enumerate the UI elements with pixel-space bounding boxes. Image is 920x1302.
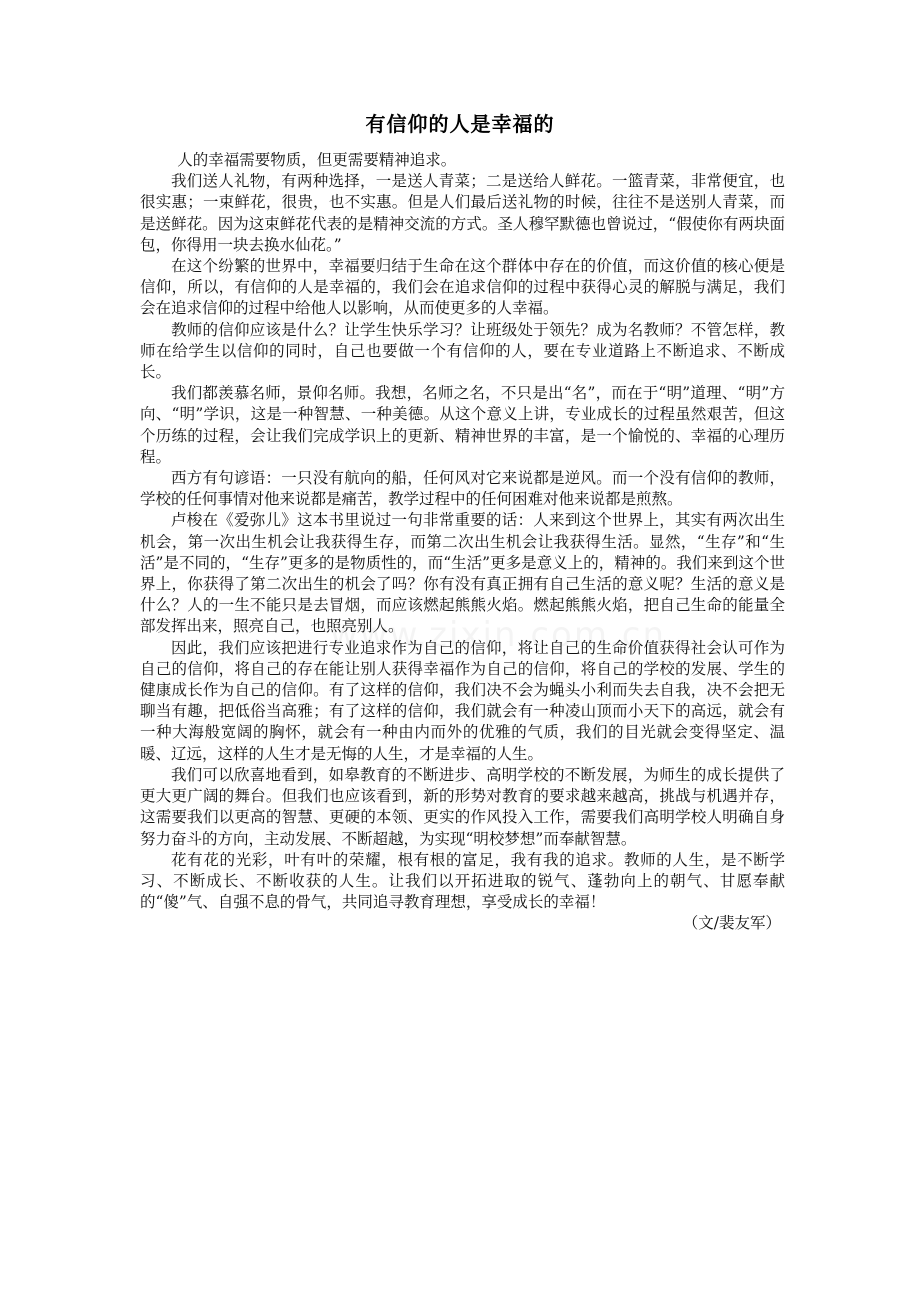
paragraph: 我们都羡慕名师，景仰名师。我想，名师之名，不只是出“名”，而在于“明”道理、“明”方向、“明”学识，这是一种智慧、一种美德。从这个意义上讲，专业成长的过程虽然艰苦，但这个历练的过程，会让我们完成学识上的更新、精神世界的丰富，是一个愉悦的、幸福的心理历程。 — [140, 384, 785, 466]
paragraph: 我们送人礼物，有两种选择，一是送人青菜；二是送给人鲜花。一篮青菜，非常便宜，也很实惠；一束鲜花，很贵，也不实惠。但是人们最后送礼物的时候，往往不是送别人青菜，而是送鲜花。因为这束鲜花代表的是精神交流的方式。圣人穆罕默德也曾说过，“假使你有两块面包，你得用一块去换水仙花。” — [140, 172, 785, 254]
author-signature: （文/裴友军） — [682, 914, 781, 933]
paragraph: 在这个纷繁的世界中，幸福要归结于生命在这个群体中存在的价值，而这价值的核心便是信仰，所以，有信仰的人是幸福的，我们会在追求信仰的过程中获得心灵的解脱与满足，我们会在追求信仰的过程中给他人以影响，从而使更多的人幸福。 — [140, 257, 785, 318]
paragraph: 因此，我们应该把进行专业追求作为自己的信仰，将让自己的生命价值获得社会认可作为自己的信仰，将自己的存在能让别人获得幸福作为自己的信仰，将自己的学校的发展、学生的健康成长作为自己的信仰。有了这样的信仰，我们决不会为蝇头小利而失去自我，决不会把无聊当有趣，把低俗当高雅；有了这样的信仰，我们就会有一种凌山顶而小天下的高远，就会有一种大海般宽阔的胸怀，就会有一种由内而外的优雅的气质，我们的目光就会变得坚定、温暖、辽远，这样的人生才是无悔的人生，才是幸福的人生。 — [140, 638, 785, 763]
article-body — [140, 150, 785, 935]
paragraph: 人的幸福需要物质，但更需要精神追求。 — [177, 151, 457, 169]
paragraph: 我们可以欣喜地看到，如皋教育的不断进步、高明学校的不断发展，为师生的成长提供了更大更广阔的舞台。但我们也应该看到，新的形势对教育的要求越来越高，挑战与机遇并存，这需要我们以更高的智慧、更硬的本领、更实的作风投入工作，需要我们高明学校人明确自身努力奋斗的方向，主动发展、不断超越，为实现“明校梦想”而奉献智慧。 — [140, 765, 785, 848]
paragraph: 花有花的光彩，叶有叶的荣耀，根有根的富足，我有我的追求。教师的人生，是不断学习、不断成长、不断收获的人生。让我们以开拓进取的锐气、蓬勃向上的朝气、甘愿奉献的“傻”气、自强不息的骨气，共同追寻教育理想，享受成长的幸福！ — [140, 850, 785, 912]
paragraph: 教师的信仰应该是什么？让学生快乐学习？让班级处于领先？成为名教师？不管怎样，教师在给学生以信仰的同时，自己也要做一个有信仰的人，要在专业道路上不断追求、不断成长。 — [140, 320, 785, 382]
paragraph: 卢梭在《爱弥儿》这本书里说过一句非常重要的话：人来到这个世界上，其实有两次出生机会，第一次出生机会让我获得生存，而第二次出生机会让我获得生活。显然，“生存”和“生活”是不同的，“生存”更多的是物质性的，而“生活”更多是意义上的，精神的。我们来到这个世界上，你获得了第二次出生的机会了吗？你有没有真正拥有自己生活的意义呢？生活的意义是什么？人的一生不能只是去冒烟，而应该燃起熊熊火焰。燃起熊熊火焰，把自己生命的能量全部发挥出来，照亮自己，也照亮别人。 — [140, 511, 785, 636]
page-title: 有信仰的人是幸福的 — [365, 112, 555, 136]
paragraph: 西方有句谚语：一只没有航向的船，任何风对它来说都是逆风。而一个没有信仰的教师，学校的任何事情对他来说都是痛苦，教学过程中的任何困难对他来说都是煎熬。 — [140, 469, 785, 509]
